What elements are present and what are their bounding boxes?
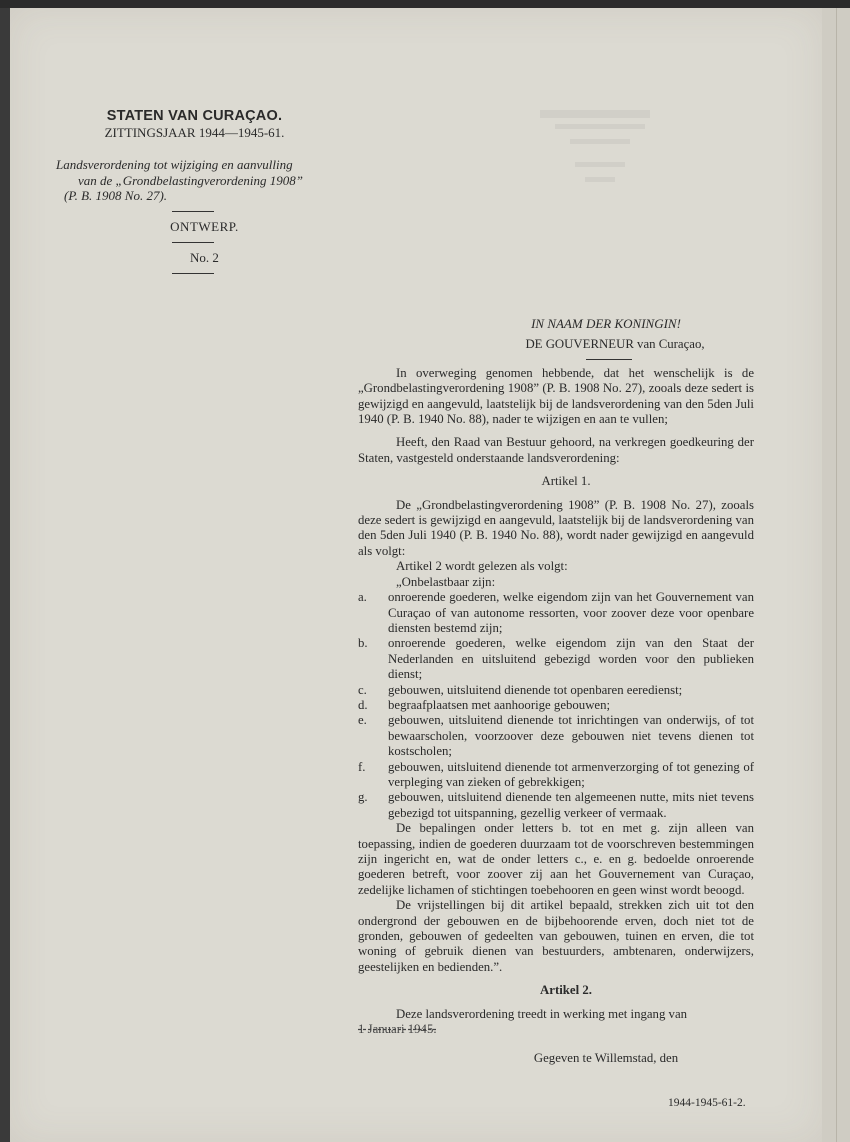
item-text: gebouwen, uitsluitend dienende tot inrichtingen van onderwijs, of tot bewaarscholen, voorzoover deze gebouwen niet tevens dienen tot kostscholen;: [388, 713, 754, 759]
invocation: IN NAAM DER KONINGIN!: [531, 316, 681, 331]
enactment-paragraph: Heeft, den Raad van Bestuur gehoord, na verkregen goedkeuring der Staten, vastgesteld onderstaande landsverordening:: [358, 435, 754, 465]
list-item: [358, 790, 754, 821]
scan-top-border: [0, 0, 850, 8]
item-text: onroerende goederen, welke eigendom zijn van het Gouvernement van Curaçao of van autonome ressorten, voor zoover deze voor openbare diensten bestemd zijn;: [388, 590, 754, 635]
preamble-paragraph: In overweging genomen hebbende, dat het wenschelijk is de „Grondbelastingverordening 1908” (P. B. 1908 No. 27), zooals deze sedert is gewijzigd en aangevuld, laatstelijk bij de landsverordening van den 5den Juli 1940 (P. B. 1940 No. 88), nader te wijzigen en aan te vullen;: [358, 365, 754, 427]
item-label: e.: [358, 713, 367, 728]
session-year: ZITTINGSJAAR 1944—1945-61.: [104, 125, 285, 140]
ordinance-body: [358, 312, 754, 1067]
effective-date: [358, 1022, 754, 1037]
assembly-title: STATEN VAN CURAÇAO.: [106, 108, 283, 124]
article-1-conditions: De bepalingen onder letters b. tot en met g. zijn alleen van toepassing, indien de goederen duurzaam tot de voorschreven bestemmingen zijn ingericht en, wat de onder letters c., e. en g. bedoelde onroerende goederen betreft, voor zoover zij aan het Gouvernement van Curaçao, zedelijke lichamen of stichtingen toebehooren en geen winst wordt beoogd.: [358, 821, 754, 897]
draft-status: ONTWERP.: [170, 218, 239, 234]
list-item: [358, 698, 754, 713]
subject-line-2: van de „Grondbelastingverordening 1908”: [78, 172, 303, 188]
item-label: f.: [358, 759, 366, 774]
signature-line: Gegeven te Willemstad, den: [533, 1051, 679, 1066]
page-edge-line: [836, 8, 837, 1142]
list-item: [358, 590, 754, 636]
subject-line-1: Landsverordening tot wijziging en aanvulling: [56, 157, 293, 172]
divider: [172, 273, 214, 274]
item-text: gebouwen, uitsluitend dienende tot armenverzorging of tot genezing of verpleging van zieken of gebrekkigen;: [388, 759, 754, 789]
item-label: c.: [358, 682, 367, 697]
list-item: [358, 760, 754, 791]
governor-line: DE GOUVERNEUR van Curaçao,: [525, 337, 705, 352]
list-item: [358, 713, 754, 759]
article-2-heading: Artikel 2.: [540, 983, 592, 998]
bleed-through-mark: [540, 110, 660, 240]
subject-line-3: (P. B. 1908 No. 27).: [64, 188, 168, 203]
article-2-text: Deze landsverordening treedt in werking met ingang van: [396, 1006, 688, 1021]
divider: [172, 211, 214, 212]
divider: [586, 359, 632, 360]
exemption-list: [358, 590, 754, 821]
struck-date: 1 Januari 1945.: [358, 1022, 437, 1037]
item-text: gebouwen, uitsluitend dienende tot openbaren eeredienst;: [388, 682, 683, 697]
article-1-intro: De „Grondbelastingverordening 1908” (P. B. 1908 No. 27), zooals deze sedert is gewijzigd en aangevuld, laatstelijk bij de landsverordening van den 5den Juli 1940 (P. B. 1940 No. 88), wordt nader gewijzigd en aangevuld als volgt:: [358, 497, 754, 558]
item-text: gebouwen, uitsluitend dienende ten algemeenen nutte, mits niet tevens gebezigd tot uitspanning, gezellig verkeer of vermaak.: [388, 790, 754, 820]
ordinance-subject: [52, 157, 337, 204]
article-1-scope: De vrijstellingen bij dit artikel bepaald, strekken zich uit tot den ondergrond der gebouwen en de bijbehoorende erven, doch niet tot de gronden, gebouwen of gedeelten van gebouwen, tuinen en erven, die tot woning of gebruik dienen van bestuurders, ambtenaren, onderwijzers, geestelijken en bedienden.”.: [358, 898, 754, 974]
item-label: d.: [358, 697, 368, 712]
item-label: a.: [358, 590, 367, 605]
item-label: b.: [358, 636, 368, 651]
document-header: [52, 108, 337, 281]
draft-number: No. 2: [190, 249, 219, 265]
article-1-line: Artikel 2 wordt gelezen als volgt:: [396, 559, 568, 574]
article-1-line: „Onbelastbaar zijn:: [396, 574, 496, 589]
article-1-heading: Artikel 1.: [541, 474, 591, 489]
list-item: [358, 636, 754, 682]
divider: [172, 242, 214, 243]
item-text: onroerende goederen, welke eigendom zijn van den Staat der Nederlanden en uitsluitend gebezigd worden voor den publieken dienst;: [388, 636, 754, 682]
document-reference: 1944-1945-61-2.: [668, 1097, 746, 1109]
list-item: [358, 683, 754, 698]
item-label: g.: [358, 790, 368, 805]
item-text: begraafplaatsen met aanhoorige gebouwen;: [388, 697, 611, 712]
